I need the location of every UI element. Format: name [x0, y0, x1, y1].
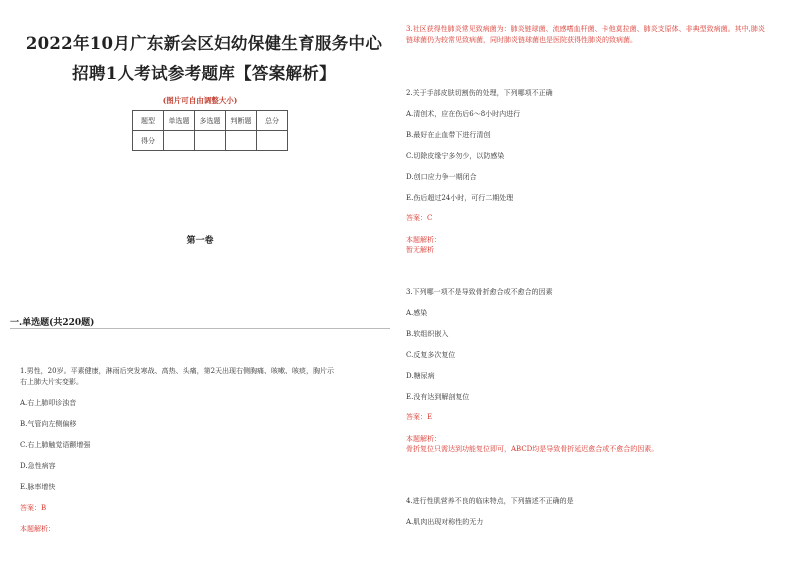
q1-option-d: D.急性病容 — [20, 462, 56, 470]
q1-analysis-label: 本题解析： — [20, 525, 55, 533]
q3-answer: 答案：E — [406, 413, 433, 421]
q2-stem: 2.关于手部皮肤切割伤的处理，下列哪项不正确 — [406, 89, 553, 97]
score-header-cell: 题型 — [133, 111, 164, 131]
q2-option-a: A.清创术，应在伤后6～8小时内进行 — [406, 110, 521, 118]
q4-stem: 4.进行性肌营养不良的临床特点，下列描述不正确的是 — [406, 497, 574, 505]
q2-answer: 答案：C — [406, 214, 433, 222]
image-note: (图片可自由调整大小) — [162, 96, 238, 105]
score-header-cell: 判断题 — [226, 111, 257, 131]
doc-title-line1: 2022年10月广东新会区妇幼保健生育服务中心 — [25, 34, 383, 53]
score-cell — [164, 131, 195, 151]
q1-option-a: A.右上肺叩诊浊音 — [20, 399, 77, 407]
prev-explain-line1: 3.社区获得性肺炎常见致病菌为：肺炎链球菌、流感嗜血杆菌、卡他莫拉菌、肺炎支原体、非典型致病菌。其中,肺炎 — [406, 25, 765, 33]
q3-option-e: E.没有达到解剖复位 — [406, 393, 470, 401]
q2-analysis-text: 暂无解析 — [406, 246, 434, 254]
score-cell — [226, 131, 257, 151]
q1-option-c: C.右上肺触觉语颤增强 — [20, 441, 91, 449]
score-header-cell: 单选题 — [164, 111, 195, 131]
prev-explain-line2: 链球菌仍为较常见致病菌，同时肺炎链球菌也是医院获得性肺炎的致病菌。 — [406, 36, 637, 44]
q2-option-b: B.最好在止血带下进行清创 — [406, 131, 491, 139]
q2-analysis-label: 本题解析： — [406, 236, 441, 244]
score-table — [132, 110, 288, 151]
section-divider — [10, 328, 390, 329]
score-table-score-row — [133, 131, 288, 151]
q2-option-e: E.伤后超过24小时，可行二期处理 — [406, 194, 514, 202]
q1-option-e: E.脉率增快 — [20, 483, 56, 491]
q2-option-c: C.切除皮缘宁多勿少，以防感染 — [406, 152, 505, 160]
volume-heading: 第一卷 — [186, 236, 214, 246]
score-table-header-row — [133, 111, 288, 131]
q3-analysis-text: 骨折复位只需达到功能复位即可，ABCD均是导致骨折延迟愈合或不愈合的因素。 — [406, 445, 659, 453]
q1-option-b: B.气管向左侧偏移 — [20, 420, 77, 428]
q2-option-d: D.创口应力争一期闭合 — [406, 173, 477, 181]
q1-answer: 答案：B — [20, 504, 47, 512]
q1-stem-line2: 右上肺大片实变影。 — [20, 378, 83, 386]
score-header-cell: 多选题 — [195, 111, 226, 131]
q3-option-a: A.感染 — [406, 309, 428, 317]
score-cell — [195, 131, 226, 151]
q3-option-b: B.软组织嵌入 — [406, 330, 449, 338]
q3-option-c: C.反复多次复位 — [406, 351, 456, 359]
q1-stem-line1: 1.男性，20岁。平素健康，淋雨后突发寒战、高热、头痛，第2天出现右侧胸痛、咳嗽、咳痰，胸片示 — [20, 367, 335, 375]
q3-stem: 3.下列哪一项不是导致骨折愈合或不愈合的因素 — [406, 288, 553, 296]
q4-option-a: A.肌肉出现对称性的无力 — [406, 518, 484, 526]
score-cell — [257, 131, 288, 151]
q3-analysis-label: 本题解析： — [406, 435, 441, 443]
q3-option-d: D.糖尿病 — [406, 372, 435, 380]
section-heading: 一.单选题(共220题) — [10, 318, 95, 328]
right-column — [400, 0, 800, 565]
score-row-label: 得分 — [133, 131, 164, 151]
score-header-cell: 总分 — [257, 111, 288, 131]
doc-title-line2: 招聘1人考试参考题库【答案解析】 — [72, 64, 336, 83]
